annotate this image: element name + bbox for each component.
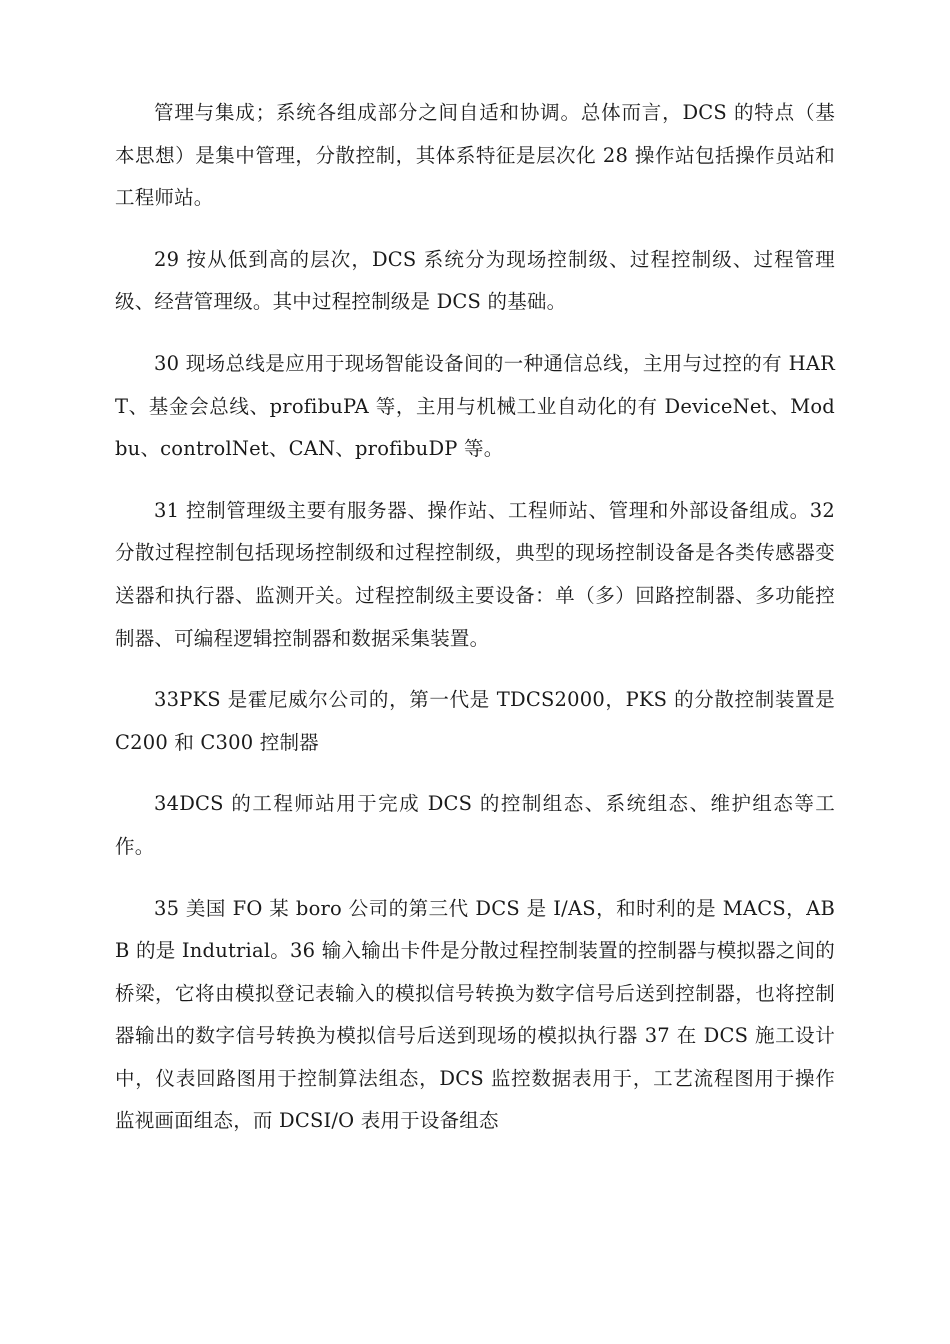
document-body (115, 92, 835, 1162)
paragraph-33: 33PKS 是霍尼威尔公司的，第一代是 TDCS2000，PKS 的分散控制装置是 C200 和 C300 控制器 (115, 688, 835, 754)
paragraph-31-32: 31 控制管理级主要有服务器、操作站、工程师站、管理和外部设备组成。32 分散过程控制包括现场控制级和过程控制级，典型的现场控制设备是各类传感器变送器和执行器、监测开关。过程控制级主要设备：单（多）回路控制器、多功能控制器、可编程逻辑控制器和数据采集装置。 (115, 498, 835, 650)
paragraph-29: 29 按从低到高的层次，DCS 系统分为现场控制级、过程控制级、过程管理级、经营管理级。其中过程控制级是 DCS 的基础。 (115, 247, 835, 314)
paragraph-30: 30 现场总线是应用于现场智能设备间的一种通信总线，主用与过控的有 HART、基金会总线、profibuPA 等，主用与机械工业自动化的有 DeviceNet、Modbu、controlNet、CAN、profibuDP 等。 (115, 351, 835, 461)
paragraph-34: 34DCS 的工程师站用于完成 DCS 的控制组态、系统组态、维护组态等工作。 (115, 792, 835, 858)
paragraph-intro: 管理与集成；系统各组成部分之间自适和协调。总体而言，DCS 的特点（基本思想）是集中管理，分散控制，其体系特征是层次化 28 操作站包括操作员站和工程师站。 (115, 101, 835, 210)
paragraph-35-37: 35 美国 FO 某 boro 公司的第三代 DCS 是 I/AS，和时利的是 MACS，ABB 的是 Indutrial。36 输入输出卡件是分散过程控制装置的控制器与模拟器之间的桥梁，它将由模拟登记表输入的模拟信号转换为数字信号后送到控制器，也将控制器输出的数字信号转换为模拟信号后送到现场的模拟执行器 37 在 DCS 施工设计中，仪表回路图用于控制算法组态，DCS 监控数据表用于，工艺流程图用于操作监视画面组态，而 DCSI/O 表用于设备组态 (115, 896, 835, 1133)
